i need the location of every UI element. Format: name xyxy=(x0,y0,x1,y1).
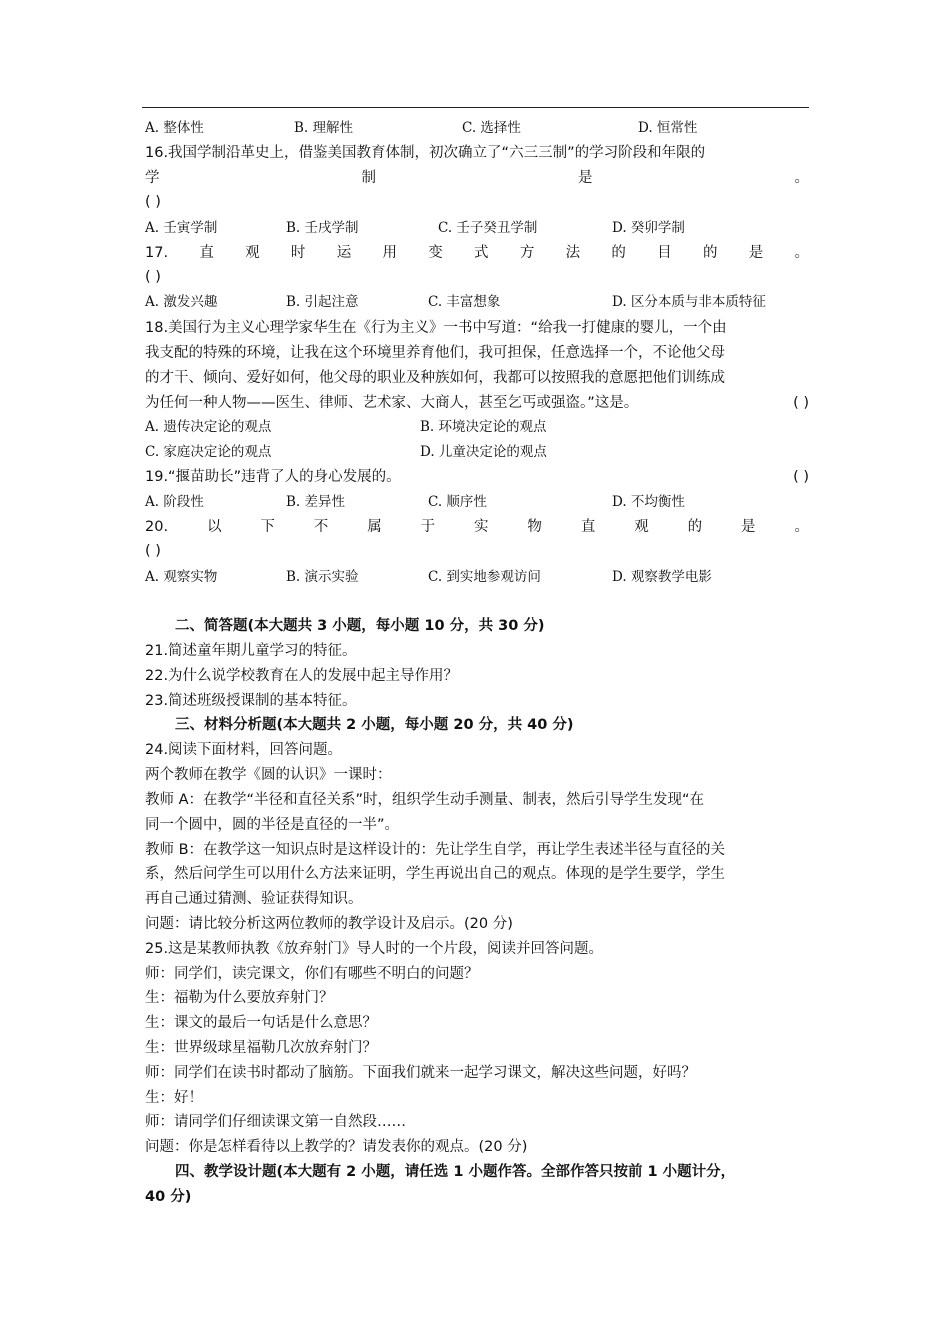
material-line: 再自己通过猜测、验证获得知识。 xyxy=(145,891,363,907)
q15-option-a: A. 整体性 xyxy=(145,120,204,136)
dialogue-line: 师：同学们在读书时都动了脑筋。下面我们就来一起学习课文，解决这些问题，好吗？ xyxy=(145,1065,696,1081)
q16-word: 。 xyxy=(794,170,809,186)
q17-word: 时 xyxy=(290,245,306,261)
q18-stem-line3: 的才干、倾向、爱好如何，他父母的职业及种族如何，我都可以按照我的意愿把他们训练成 xyxy=(145,370,725,386)
q20-word: 属 xyxy=(367,519,382,535)
q15-option-d: D. 恒常性 xyxy=(638,120,698,136)
q18-option-a: A. 遗传决定论的观点 xyxy=(145,419,272,435)
dialogue-line: 生：世界级球星福勒几次放弃射门？ xyxy=(145,1040,377,1056)
q20-option-a: A. 观察实物 xyxy=(145,569,218,585)
q16-word: 是 xyxy=(578,170,593,186)
q17-option-b: B. 引起注意 xyxy=(286,294,359,310)
q17-word: 的 xyxy=(611,245,626,261)
q20-word: 于 xyxy=(420,519,436,535)
section4-title-cont: 40 分) xyxy=(145,1189,192,1205)
q18-option-b: B. 环境决定论的观点 xyxy=(420,419,547,435)
q16-option-d: D. 癸卯学制 xyxy=(612,220,685,236)
q17-word: 直 xyxy=(199,245,214,261)
q17-option-d: D. 区分本质与非本质特征 xyxy=(612,294,766,310)
q25-intro: 25.这是某教师执教《放弃射门》导人时的一个片段，阅读并回答问题。 xyxy=(145,941,604,957)
q20-option-d: D. 观察教学电影 xyxy=(612,569,712,585)
q18-option-d: D. 儿童决定论的观点 xyxy=(420,444,547,460)
q19-answer-paren: ( ) xyxy=(793,469,809,485)
section2-title: 二、简答题(本大题共 3 小题，每小题 10 分，共 30 分) xyxy=(175,618,545,634)
dialogue-line: 生：好！ xyxy=(145,1090,203,1106)
q20-stem xyxy=(145,517,809,537)
q19-stem: 19.“揠苗助长”违背了人的身心发展的。 xyxy=(145,469,401,485)
q20-word: 的 xyxy=(687,519,703,535)
q17-word: 17. xyxy=(145,245,169,261)
q23: 23.简述班级授课制的基本特征。 xyxy=(145,693,357,709)
q19-option-c: C. 顺序性 xyxy=(428,494,487,510)
q17-word: 式 xyxy=(474,245,489,261)
q17-word: 方 xyxy=(519,245,535,261)
q17-option-a: A. 激发兴趣 xyxy=(145,294,218,310)
q20-word: 是 xyxy=(741,519,756,535)
material-line: 两个教师在教学《圆的认识》一课时： xyxy=(145,767,392,783)
q22: 22.为什么说学校教育在人的发展中起主导作用？ xyxy=(145,668,459,684)
q17-word: 目 xyxy=(657,245,672,261)
q20-word: 实 xyxy=(474,519,489,535)
q20-word: 物 xyxy=(527,519,542,535)
q19-option-d: D. 不均衡性 xyxy=(612,494,685,510)
q16-word: 学 xyxy=(145,170,160,186)
q21: 21.简述童年期儿童学习的特征。 xyxy=(145,643,357,659)
q17-answer-paren: ( ) xyxy=(145,269,161,285)
dialogue-line: 师：同学们，读完课文，你们有哪些不明白的问题？ xyxy=(145,966,479,982)
q20-word: 直 xyxy=(580,519,596,535)
q17-word: 用 xyxy=(382,245,397,261)
q17-word: 法 xyxy=(565,245,581,261)
dialogue-line: 生：福勒为什么要放弃射门？ xyxy=(145,990,334,1006)
q17-word: 。 xyxy=(794,245,809,261)
q20-word: 。 xyxy=(794,519,809,535)
q20-option-c: C. 到实地参观访问 xyxy=(428,569,541,585)
q16-stem-line2 xyxy=(145,168,809,188)
q18-stem-line1: 18.美国行为主义心理学家华生在《行为主义》一书中写道：“给我一打健康的婴儿，一个由 xyxy=(145,320,727,336)
q20-answer-paren: ( ) xyxy=(145,543,161,559)
q16-answer-paren: ( ) xyxy=(145,194,161,210)
q16-option-c: C. 壬子癸丑学制 xyxy=(438,220,538,236)
q19-option-b: B. 差异性 xyxy=(286,494,346,510)
q16-option-a: A. 壬寅学制 xyxy=(145,220,218,236)
q17-stem xyxy=(145,243,809,263)
q20-word: 不 xyxy=(313,519,329,535)
q24-intro: 24.阅读下面材料，回答问题。 xyxy=(145,742,343,758)
q20-option-b: B. 演示实验 xyxy=(286,569,359,585)
q16-option-b: B. 壬戌学制 xyxy=(286,220,359,236)
q20-word: 20. xyxy=(145,519,169,535)
q17-word: 变 xyxy=(428,245,443,261)
q18-option-c: C. 家庭决定论的观点 xyxy=(145,444,272,460)
q15-option-c: C. 选择性 xyxy=(462,120,521,136)
section3-title: 三、材料分析题(本大题共 2 小题，每小题 20 分，共 40 分) xyxy=(175,717,574,733)
header-rule xyxy=(142,107,809,108)
q17-word: 观 xyxy=(245,245,260,261)
material-line: 同一个圆中，圆的半径是直径的一半”。 xyxy=(145,817,400,833)
material-line: 教师 A：在教学“半径和直径关系”时，组织学生动手测量、制表，然后引导学生发现“在 xyxy=(145,792,705,808)
q20-word: 以 xyxy=(206,519,222,535)
q15-option-b: B. 理解性 xyxy=(294,120,354,136)
q16-word: 制 xyxy=(361,170,376,186)
dialogue-line: 师：请同学们仔细读课文第一自然段…… xyxy=(145,1114,406,1130)
q17-word: 是 xyxy=(748,245,764,261)
q17-option-c: C. 丰富想象 xyxy=(428,294,501,310)
q18-answer-paren: ( ) xyxy=(793,395,809,411)
q24-question: 问题：请比较分析这两位教师的教学设计及启示。(20 分) xyxy=(145,916,513,932)
q18-stem-line2: 我支配的特殊的环境，让我在这个环境里养育他们，我可担保，任意选择一个，不论他父母 xyxy=(145,345,725,361)
q16-stem-line1: 16.我国学制沿革史上，借鉴美国教育体制，初次确立了“六三三制”的学习阶段和年限的 xyxy=(145,145,706,161)
material-line: 教师 B：在教学这一知识点时是这样设计的：先让学生自学，再让学生表述半径与直径的关 xyxy=(145,842,726,858)
q25-question: 问题：你是怎样看待以上教学的？请发表你的观点。(20 分) xyxy=(145,1139,528,1155)
section4-title: 四、教学设计题(本大题有 2 小题，请任选 1 小题作答。全部作答只按前 1 小题计分， xyxy=(175,1164,736,1180)
q20-word: 下 xyxy=(260,519,275,535)
dialogue-line: 生：课文的最后一句话是什么意思？ xyxy=(145,1015,377,1031)
material-line: 系，然后问学生可以用什么方法来证明，学生再说出自己的观点。体现的是学生要学，学生 xyxy=(145,866,725,882)
q18-stem-line4: 为任何一种人物——医生、律师、艺术家、大商人，甚至乞丐或强盗。”这是。 xyxy=(145,395,639,411)
q17-word: 的 xyxy=(702,245,718,261)
q19-option-a: A. 阶段性 xyxy=(145,494,204,510)
q20-word: 观 xyxy=(634,519,649,535)
q17-word: 运 xyxy=(336,245,352,261)
